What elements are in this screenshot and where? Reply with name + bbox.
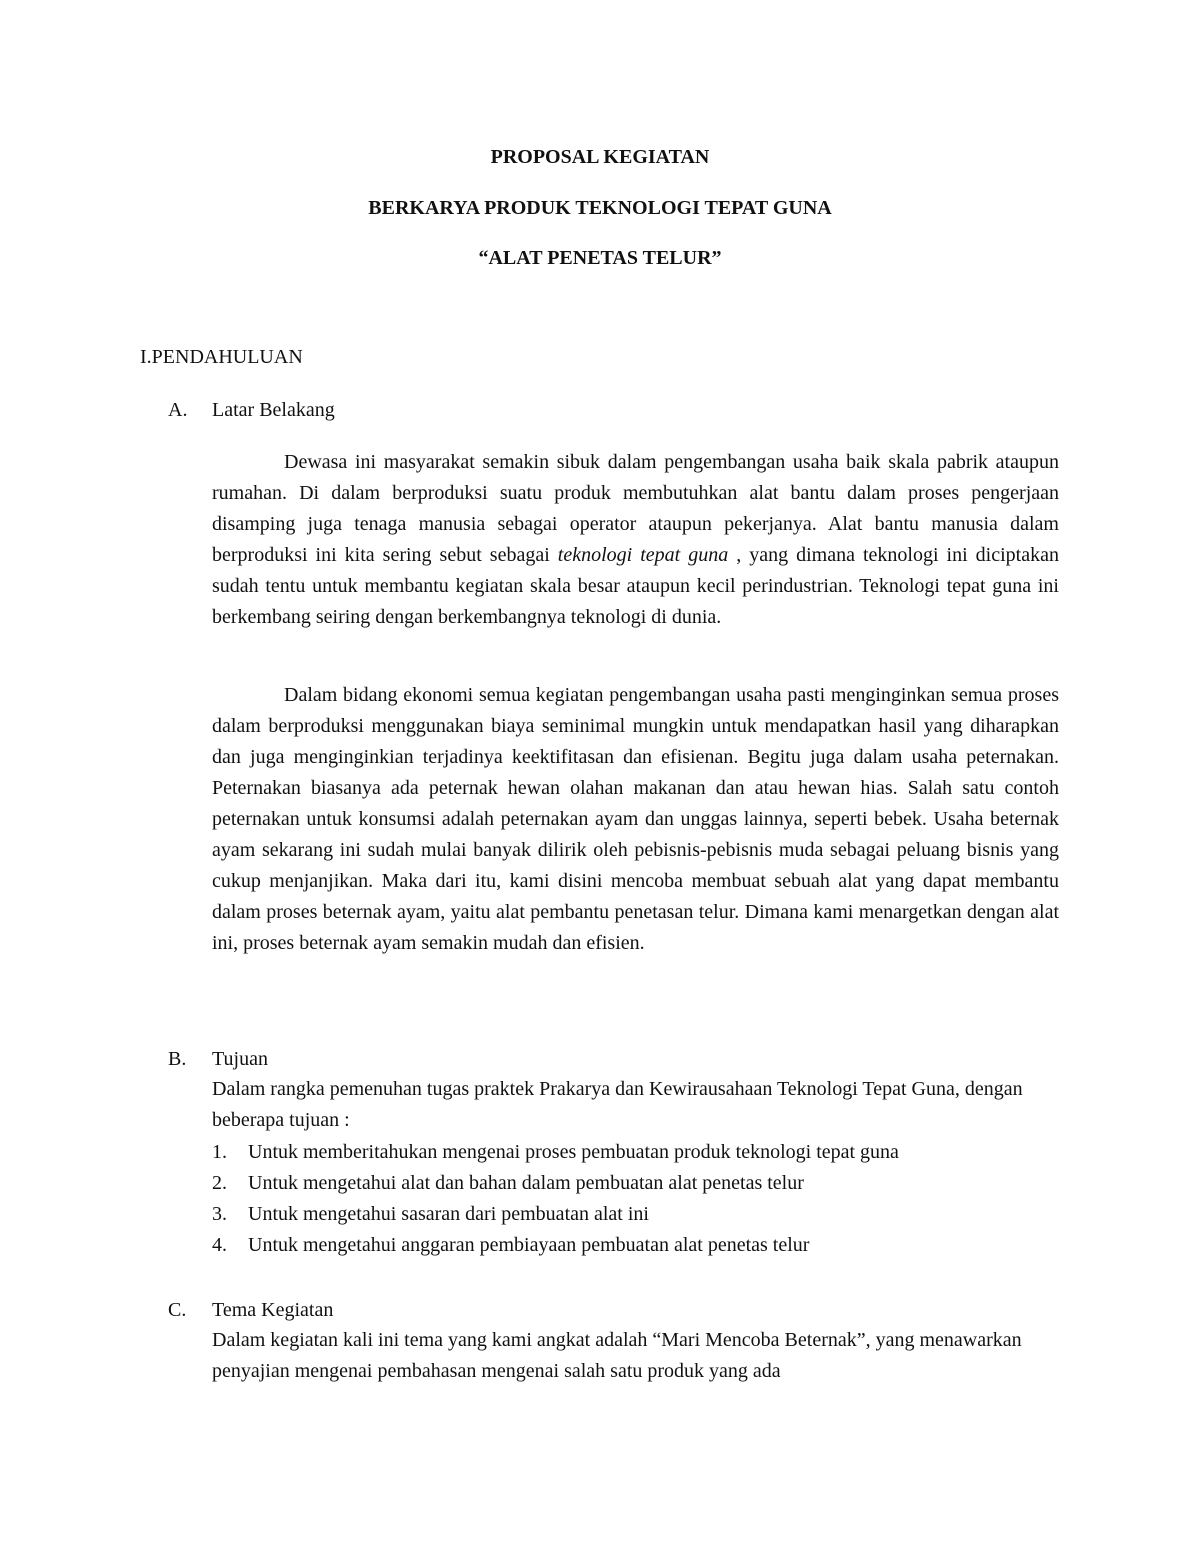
- subsection-letter: A.: [168, 399, 188, 421]
- subsection-letter: B.: [168, 1048, 187, 1070]
- subsection-tujuan: [168, 1047, 268, 1071]
- subsection-latar-belakang: [168, 398, 335, 422]
- tujuan-list: [212, 1137, 1059, 1261]
- list-item: [212, 1199, 1059, 1230]
- italic-term: teknologi tepat guna: [557, 544, 729, 566]
- list-number: 2 .: [212, 1168, 248, 1199]
- paragraph-tujuan-intro: Dalam rangka pemenuhan tugas praktek Prakarya dan Kewirausahaan Teknologi Tepat Guna, dengan beberapa tujuan :: [212, 1078, 1023, 1131]
- subsection-title: Tema Kegiatan: [212, 1299, 334, 1321]
- section-heading-pendahuluan: I.PENDAHULUAN: [140, 346, 303, 368]
- paragraph-tema: Dalam kegiatan kali ini tema yang kami angkat adalah “Mari Mencoba Beternak”, yang menawarkan penyajian mengenai pembahasan mengenai salah satu produk yang ada: [212, 1329, 1022, 1382]
- list-item: [212, 1168, 1059, 1199]
- paragraph-latar-2: [212, 680, 1059, 959]
- paragraph-text: Dewasa ini masyarakat semakin sibuk dalam pengembangan usaha baik skala pabrik ataupun rumahan. Di dalam berproduksi suatu produk membutuhkan alat bantu dalam proses pengerjaan disamping juga tenaga manusia sebagai operator ataupun pekerjanya. Alat bantu manusia dalam berproduksi ini kita sering sebut sebagai: [212, 451, 1059, 566]
- list-text: Untuk mengetahui sasaran dari pembuatan alat ini: [248, 1203, 649, 1225]
- list-item: [212, 1230, 1059, 1261]
- proposal-product-name: “ALAT PENETAS TELUR”: [478, 247, 722, 269]
- list-number: 1 .: [212, 1137, 248, 1168]
- paragraph-text: , yang dimana teknologi ini diciptakan sudah tentu untuk membantu kegiatan skala besar ataupun kecil perindustrian. Teknologi tepat guna ini berkembang seiring dengan berkembangnya teknologi di dunia.: [212, 544, 1059, 628]
- list-text: Untuk memberitahukan mengenai proses pembuatan produk teknologi tepat guna: [248, 1141, 899, 1163]
- list-number: 4 .: [212, 1230, 248, 1261]
- proposal-subtitle: BERKARYA PRODUK TEKNOLOGI TEPAT GUNA: [368, 197, 832, 219]
- proposal-title: PROPOSAL KEGIATAN: [490, 146, 710, 168]
- subsection-title: Latar Belakang: [212, 399, 335, 421]
- paragraph-latar-1: [212, 447, 1059, 633]
- subsection-letter: C.: [168, 1299, 187, 1321]
- list-text: Untuk mengetahui alat dan bahan dalam pembuatan alat penetas telur: [248, 1172, 804, 1194]
- paragraph-text: Dalam bidang ekonomi semua kegiatan pengembangan usaha pasti menginginkan semua proses dalam berproduksi menggunakan biaya seminimal mungkin untuk mendapatkan hasil yang diharapkan dan juga menginginkian terjadinya keektifitasan dan efisienan. Begitu juga dalam usaha peternakan. Peternakan biasanya ada peternak hewan olahan makanan dan atau hewan hias. Salah satu contoh peternakan untuk konsumsi adalah peternakan ayam dan unggas lainnya, seperti bebek. Usaha beternak ayam sekarang ini sudah mulai banyak dilirik oleh pebisnis-pebisnis muda sebagai peluang bisnis yang cukup menjanjikan. Maka dari itu, kami disini mencoba membuat sebuah alat yang dapat membantu dalam proses beternak ayam, yaitu alat pembantu penetasan telur. Dimana kami menargetkan dengan alat ini, proses beternak ayam semakin mudah dan efisien.: [212, 684, 1059, 954]
- subsection-tema-kegiatan: [168, 1298, 333, 1322]
- list-number: 3 .: [212, 1199, 248, 1230]
- subsection-title: Tujuan: [212, 1048, 268, 1070]
- list-text: Untuk mengetahui anggaran pembiayaan pembuatan alat penetas telur: [248, 1234, 810, 1256]
- list-item: [212, 1137, 1059, 1168]
